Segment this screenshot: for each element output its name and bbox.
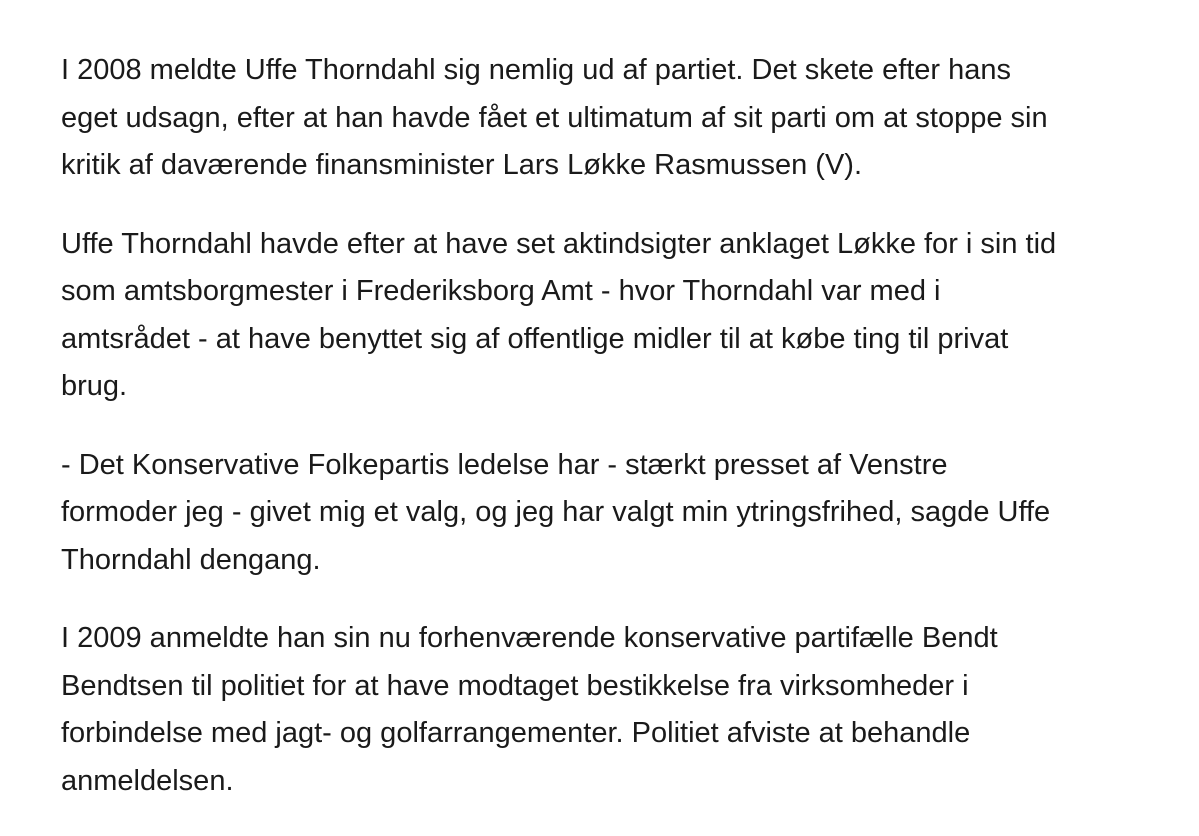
paragraph-line: brug. [61, 370, 128, 402]
paragraph-line: kritik af daværende finansminister Lars Løkke Rasmussen (V). [61, 149, 863, 181]
paragraph-4 [61, 615, 1161, 805]
article-body [61, 47, 1161, 836]
paragraph-line: forbindelse med jagt- og golfarrangementer. Politiet afviste at behandle [61, 717, 971, 749]
paragraph-line: Bendtsen til politiet for at have modtaget bestikkelse fra virksomheder i [61, 669, 969, 702]
paragraph-3-quote [61, 442, 1161, 585]
paragraph-line: eget udsagn, efter at han havde fået et ultimatum af sit parti om at stoppe sin [61, 101, 1048, 134]
paragraph-line: - Det Konservative Folkepartis ledelse har - stærkt presset af Venstre [61, 448, 948, 481]
paragraph-line: anmeldelsen. [61, 764, 234, 797]
paragraph-line: Thorndahl dengang. [61, 543, 321, 576]
paragraph-line: Uffe Thorndahl havde efter at have set aktindsigter anklaget Løkke for i sin tid [61, 227, 1057, 260]
paragraph-2 [61, 221, 1161, 411]
paragraph-line: amtsrådet - at have benyttet sig af offentlige midler til at købe ting til privat [61, 322, 1009, 355]
paragraph-line: I 2009 anmeldte han sin nu forhenværende konservative partifælle Bendt [61, 622, 998, 654]
paragraph-1 [61, 47, 1161, 190]
paragraph-line: I 2008 meldte Uffe Thorndahl sig nemlig ud af partiet. Det skete efter hans [61, 54, 1012, 86]
paragraph-line: som amtsborgmester i Frederiksborg Amt - hvor Thorndahl var med i [61, 275, 941, 307]
paragraph-line: formoder jeg - givet mig et valg, og jeg har valgt min ytringsfrihed, sagde Uffe [61, 496, 1051, 528]
